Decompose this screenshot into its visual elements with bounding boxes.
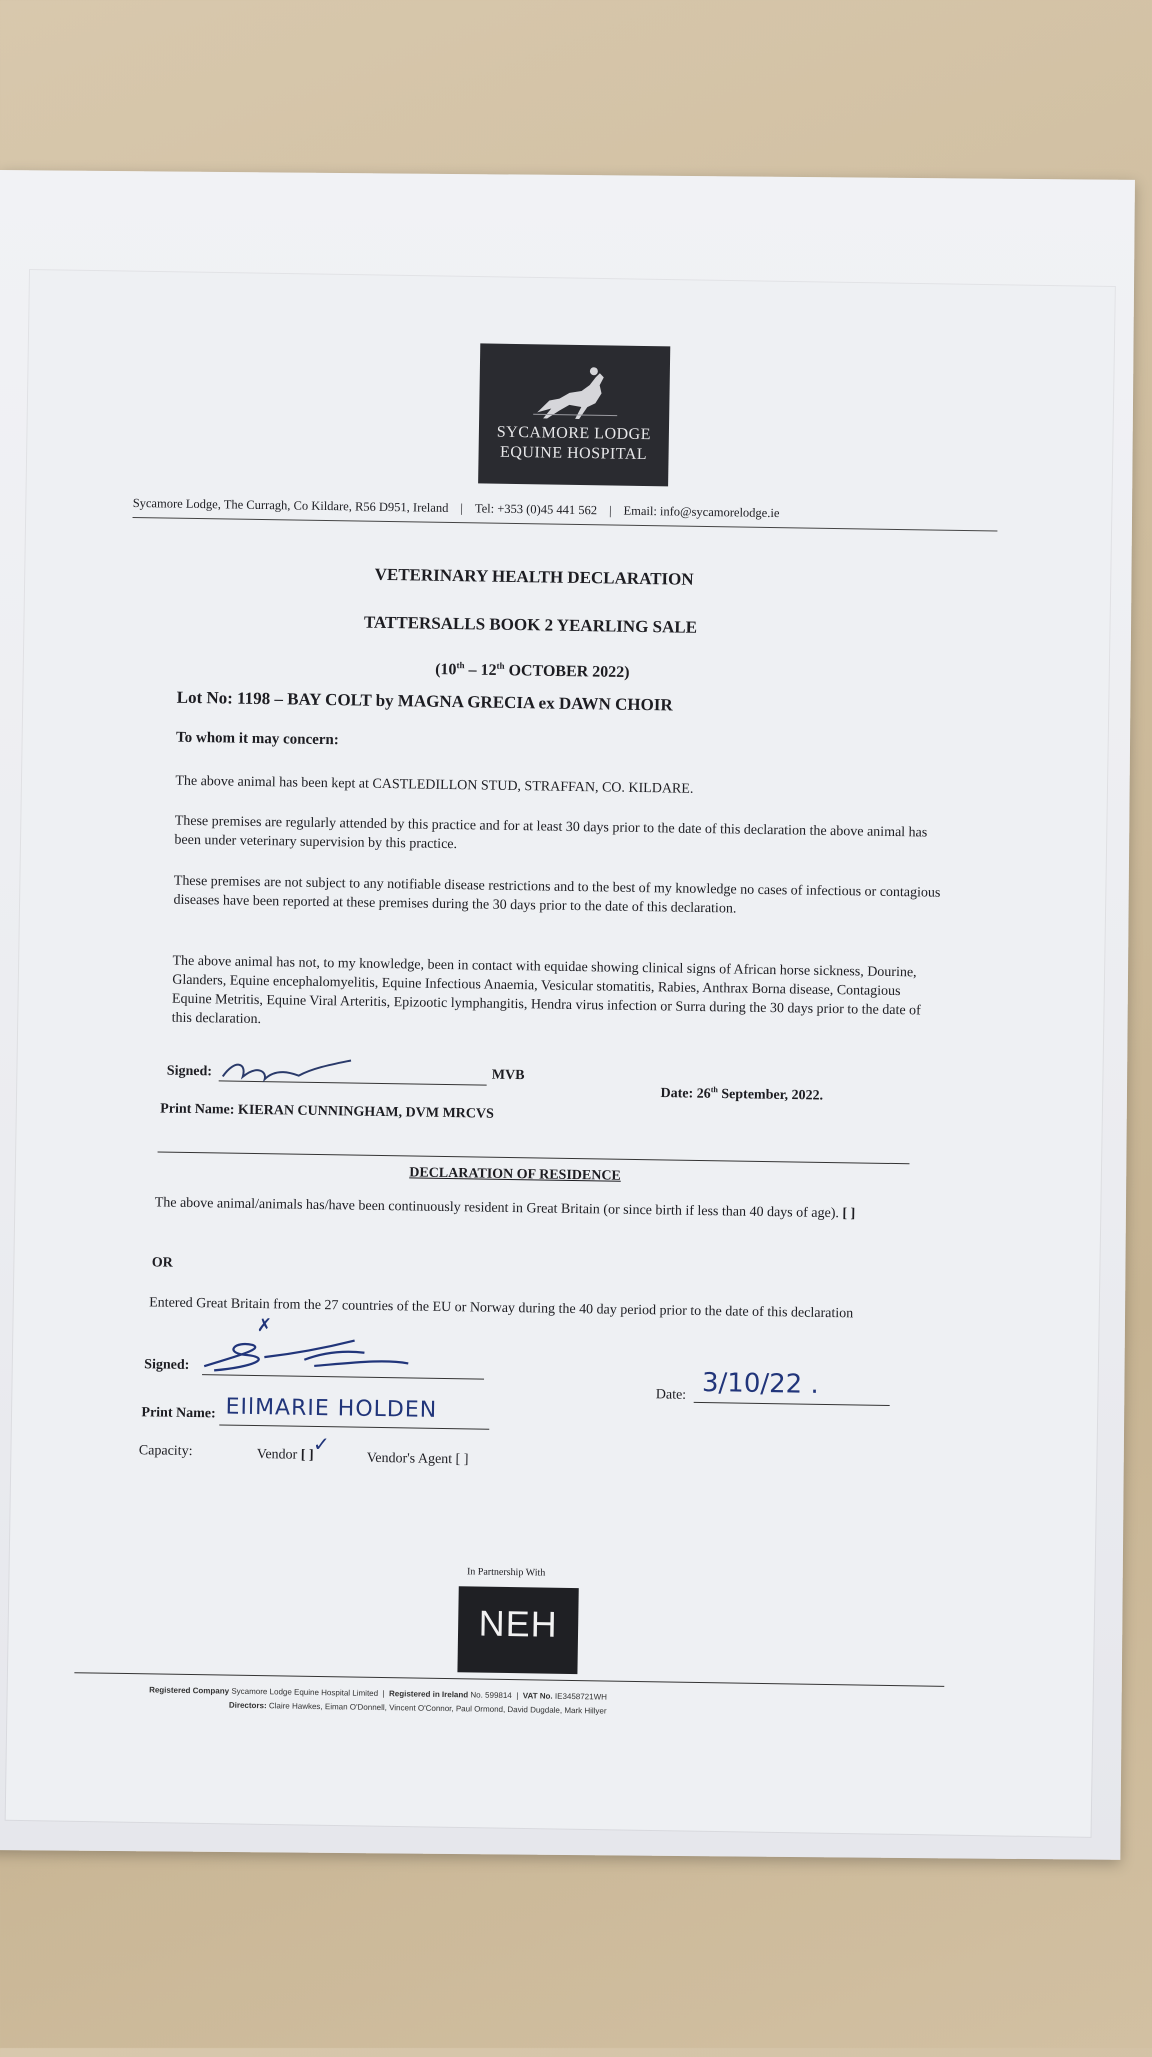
logo-line2: EQUINE HOSPITAL <box>499 443 648 464</box>
vet-signature-mark <box>217 1052 358 1090</box>
sycamore-lodge-logo <box>478 343 670 486</box>
footer-company-name: Sycamore Lodge Equine Hospital Limited <box>231 1686 379 1698</box>
footer-rule <box>74 1672 944 1687</box>
vendor-agent-option: Vendor's Agent [ ] <box>366 1450 469 1468</box>
vet-date-suffix: th <box>710 1085 718 1095</box>
residence-paragraph-2: Entered Great Britain from the 27 countries of the EU or Norway during the 40 day period prior to the date of this declaration <box>149 1295 854 1322</box>
footer-vat-number: IE3458721WH <box>554 1691 608 1702</box>
logo-line1: SYCAMORE LODGE <box>496 423 652 444</box>
email-text: Email: info@sycamorelodge.ie <box>623 503 780 521</box>
vet-print-name: Print Name: KIERAN CUNNINGHAM, DVM MRCVS <box>160 1101 494 1122</box>
paragraph-premises: The above animal has been kept at CASTLEDILLON STUD, STRAFFAN, CO. KILDARE. <box>175 773 694 797</box>
footer-directors-label: Directors: <box>228 1700 267 1711</box>
footer-directors-names: Claire Hawkes, Eiman O'Donnell, Vincent O'Connor, Paul Ormond, David Dugdale, Mark Hillyer <box>268 1701 607 1716</box>
owner-date-line <box>694 1402 890 1406</box>
capacity-label: Capacity: <box>138 1443 193 1460</box>
vendor-checkbox: [ ] <box>300 1447 314 1463</box>
date-end: – 12 <box>464 661 497 680</box>
owner-date-value: 3/10/22 . <box>701 1368 819 1400</box>
vendor-label: Vendor <box>256 1447 298 1463</box>
or-separator: OR <box>151 1255 173 1271</box>
greeting: To whom it may concern: <box>175 729 339 749</box>
letterhead-contact-line: Sycamore Lodge, The Curragh, Co Kildare, R56 D951, Ireland | Tel: +353 (0)45 441 562 | Email: info@sycamorelodge.ie <box>133 496 998 532</box>
owner-date-label: Date: <box>655 1387 687 1403</box>
sale-dates <box>435 660 630 682</box>
vendor-checkmark: ✓ <box>312 1431 330 1457</box>
owner-signed-label: Signed: <box>144 1357 190 1373</box>
telephone-text: Tel: +353 (0)45 441 562 <box>474 501 598 518</box>
date-start: (10 <box>435 661 457 679</box>
neh-logo-text: NEH <box>478 1602 559 1645</box>
vet-date-day: Date: 26 <box>660 1085 711 1102</box>
paragraph-supervision: These premises are regularly attended by this practice and for at least 30 days prior to the date of this declaration the above animal has been under veterinary supervision by this practice. <box>174 813 928 853</box>
horse-rider-icon <box>529 362 620 421</box>
paragraph-disease-free: These premises are not subject to any notifiable disease restrictions and to the best of my knowledge no cases of infectious or contagious diseases have been reported at these premises during the 30 days prior to the date of this declaration. <box>173 873 941 917</box>
owner-print-label: Print Name: <box>141 1405 216 1422</box>
footer-line-1: Registered Company Sycamore Lodge Equine Hospital Limited | Registered in Ireland No. 599814 | VAT No. IE3458721WH <box>149 1685 608 1702</box>
vendor-option <box>257 1445 314 1465</box>
vet-qualification: MVB <box>491 1067 525 1084</box>
owner-signature-mark <box>194 1326 415 1379</box>
owner-print-line <box>219 1424 489 1429</box>
footer-line-2 <box>229 1701 607 1716</box>
footer-company-label: Registered Company <box>149 1685 230 1696</box>
neh-logo <box>457 1586 578 1674</box>
date-end-suffix: th <box>496 660 505 671</box>
address-text: Sycamore Lodge, The Curragh, Co Kildare, R56 D951, Ireland <box>132 495 449 515</box>
residence-text-1: The above animal/animals has/have been continuously resident in Great Britain (or since birth if less than 40 days of age). <box>154 1195 840 1222</box>
section-divider <box>158 1151 910 1164</box>
vet-declaration-date <box>660 1079 823 1105</box>
date-month-year: OCTOBER 2022) <box>504 662 630 682</box>
footer-vat-label: VAT No. <box>522 1691 553 1701</box>
vet-signed-label: Signed: <box>166 1063 213 1080</box>
date-start-suffix: th <box>456 660 465 671</box>
footer-registered-label: Registered in Ireland <box>388 1689 469 1700</box>
sale-title: TATTERSALLS BOOK 2 YEARLING SALE <box>363 612 698 637</box>
residence-paragraph-1 <box>155 1193 900 1224</box>
entered-checkmark: ✗ <box>256 1315 273 1337</box>
footer-registered-number: No. 599814 <box>470 1690 512 1701</box>
residence-heading: DECLARATION OF RESIDENCE <box>409 1165 621 1184</box>
paragraph-contact: The above animal has not, to my knowledge, been in contact with equidae showing clinical signs of African horse sickness, Dourine, Glanders, Equine encephalomyelitis, Equine Infectious Anaemia, Vesicular stomatitis, Rabies, Anthrax Borna disease, Contagious Equine Metritis, Equine Viral Arteritis, Epizootic lymphangitis, Hendra virus infection or Surra during the 30 days prior to the date of this declaration. <box>171 953 921 1028</box>
document-title: VETERINARY HEALTH DECLARATION <box>374 564 694 589</box>
vet-date-rest: September, 2022. <box>717 1086 824 1104</box>
partnership-label: In Partnership With <box>466 1566 546 1579</box>
residence-checkbox-1: [ ] <box>842 1206 856 1222</box>
lot-line: Lot No: 1198 – BAY COLT by MAGNA GRECIA ex DAWN CHOIR <box>176 687 673 715</box>
owner-print-value: EIlMARIE HOLDEN <box>225 1394 438 1423</box>
